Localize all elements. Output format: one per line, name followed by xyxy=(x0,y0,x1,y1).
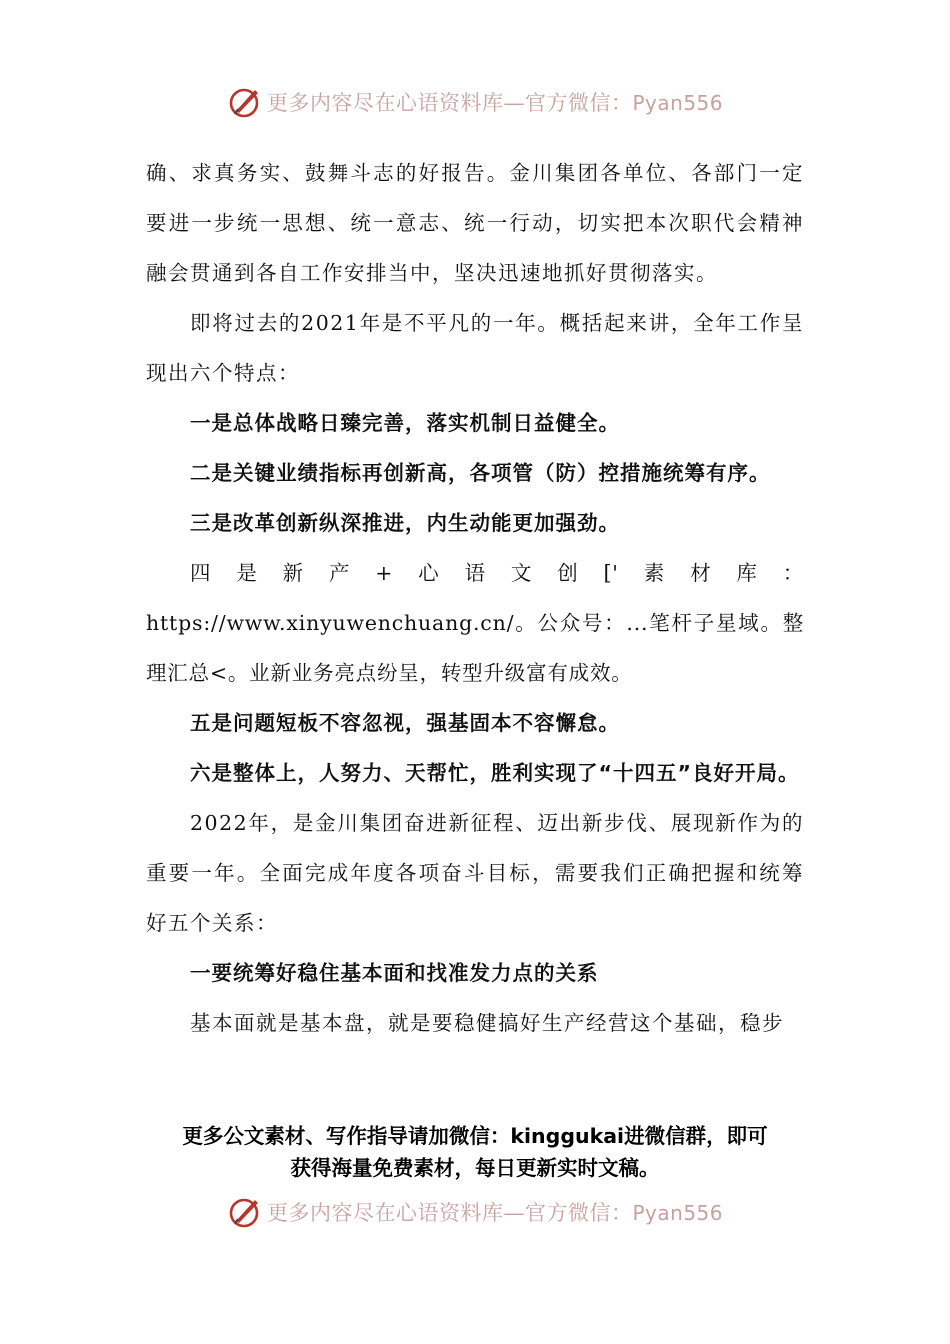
header-banner xyxy=(0,82,950,122)
point-2-heading: 二是关键业绩指标再创新高，各项管（防）控措施统筹有序。 xyxy=(190,461,771,485)
point-6-heading: 六是整体上，人努力、天帮忙，胜利实现了“十四五”良好开局。 xyxy=(190,761,800,785)
footer-note-line-2: 获得海量免费素材，每日更新实时文稿。 xyxy=(290,1156,660,1180)
banner-wechat-id: Pyan556 xyxy=(632,91,723,115)
paragraph-basic: 基本面就是基本盘，就是要稳健搞好生产经营这个基础，稳步 xyxy=(190,1011,784,1035)
quill-logo-icon xyxy=(227,84,263,120)
document-body xyxy=(146,148,804,1048)
relation-1-heading: 一要统筹好稳住基本面和找准发力点的关系 xyxy=(190,961,599,985)
point-3-heading: 三是改革创新纵深推进，内生动能更加强劲。 xyxy=(190,511,620,535)
banner-label: 更多内容尽在心语资料库—官方微信： xyxy=(266,1201,633,1225)
banner-text xyxy=(267,1197,723,1227)
banner-wechat-id: Pyan556 xyxy=(632,1201,723,1225)
point-5-heading: 五是问题短板不容忽视，强基固本不容懈怠。 xyxy=(190,711,620,735)
paragraph-1: 确、求真务实、鼓舞斗志的好报告。金川集团各单位、各部门一定要进一步统一思想、统一意志、统一行动，切实把本次职代会精神融会贯通到各自工作安排当中，坚决迅速地抓好贯彻落实。 xyxy=(146,161,804,285)
quill-logo-icon xyxy=(227,1194,263,1230)
banner-label: 更多内容尽在心语资料库—官方微信： xyxy=(266,91,633,115)
footer-note xyxy=(130,1120,820,1184)
footer-note-line-1: 更多公文素材、写作指导请加微信：kinggukai进微信群，即可 xyxy=(182,1124,768,1148)
footer-banner xyxy=(0,1192,950,1232)
paragraph-2: 即将过去的2021年是不平凡的一年。概括起来讲，全年工作呈现出六个特点： xyxy=(146,311,804,385)
point-1-heading: 一是总体战略日臻完善，落实机制日益健全。 xyxy=(190,411,620,435)
point-4-paragraph: 四是新产+心语文创['素材库：https://www.xinyuwenchuang.cn/。公众号：...笔杆子星域。整理汇总<。业新业务亮点纷呈，转型升级富有成效。 xyxy=(146,561,804,685)
banner-text xyxy=(267,87,723,117)
paragraph-2022: 2022年，是金川集团奋进新征程、迈出新步伐、展现新作为的重要一年。全面完成年度各项奋斗目标，需要我们正确把握和统筹好五个关系： xyxy=(146,811,804,935)
